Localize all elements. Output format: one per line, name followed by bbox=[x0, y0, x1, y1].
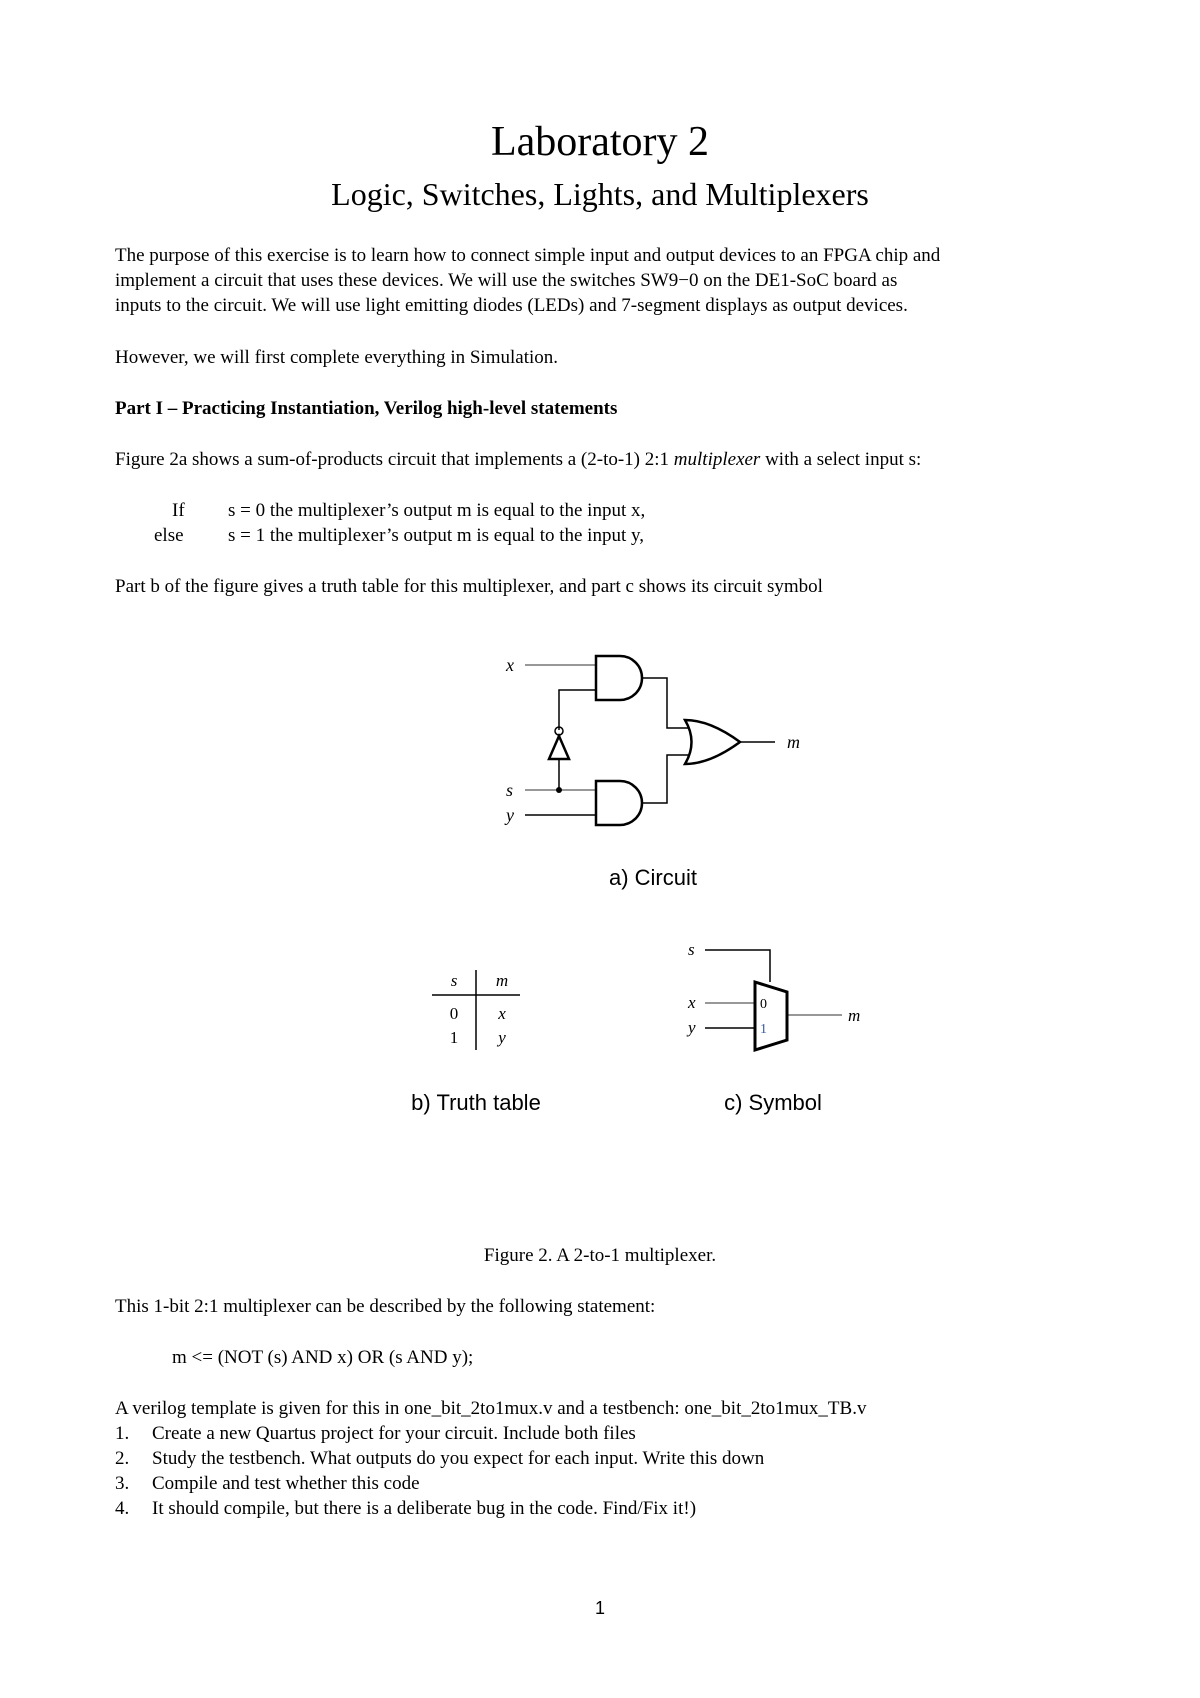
condition-keyword-else: else bbox=[154, 525, 184, 546]
template-text: A verilog template is given for this in one_bit_2to1mux.v and a testbench: one_bit_2to1mux_TB.v bbox=[115, 1398, 867, 1419]
statement: m <= (NOT (s) AND x) OR (s AND y); bbox=[172, 1347, 474, 1368]
step-2-number: 2. bbox=[115, 1448, 130, 1469]
and-gate-bottom bbox=[596, 781, 642, 825]
step-1-text: Create a new Quartus project for your circuit. Include both files bbox=[152, 1423, 636, 1444]
symbol-label-x: x bbox=[688, 993, 696, 1012]
page-subtitle: Logic, Switches, Lights, and Multiplexers bbox=[331, 176, 869, 212]
symbol-s-wire bbox=[705, 950, 770, 982]
circuit-label-s: s bbox=[506, 780, 514, 800]
and2-output-wire bbox=[642, 755, 688, 803]
truth-cell-r2-s: 1 bbox=[449, 1028, 459, 1047]
mux-symbol bbox=[705, 950, 842, 1050]
truth-table bbox=[432, 970, 520, 1050]
and-gate-top bbox=[596, 656, 642, 700]
step-3-text: Compile and test whether this code bbox=[152, 1473, 420, 1494]
or-gate bbox=[685, 720, 740, 764]
and1-output-wire bbox=[642, 678, 688, 728]
inverter-output-wire bbox=[559, 690, 596, 730]
figure-intro-emphasis: multiplexer bbox=[673, 449, 761, 470]
condition-text-else: s = 1 the multiplexer’s output m is equal to the input y, bbox=[228, 525, 645, 546]
step-1-number: 1. bbox=[115, 1423, 130, 1444]
circuit-label-x: x bbox=[506, 655, 514, 675]
symbol-label-y: y bbox=[688, 1018, 696, 1037]
statement-intro: This 1-bit 2:1 multiplexer can be described by the following statement: bbox=[115, 1296, 656, 1317]
intro-line-2: implement a circuit that uses these devices. We will use the switches SW9−0 on the DE1-SoC board as bbox=[115, 270, 898, 291]
symbol-label-s: s bbox=[688, 940, 695, 959]
inverter bbox=[549, 736, 569, 759]
part1-heading: Part I – Practicing Instantiation, Verilog high-level statements bbox=[115, 398, 618, 419]
condition-text-if: s = 0 the multiplexer’s output m is equal to the input x, bbox=[228, 500, 646, 521]
step-4-number: 4. bbox=[115, 1498, 130, 1519]
intro-line-1: The purpose of this exercise is to learn how to connect simple input and output devices to an FPGA chip and bbox=[115, 245, 941, 266]
circuit-labels bbox=[504, 655, 800, 825]
step-2-text: Study the testbench. What outputs do you expect for each input. Write this down bbox=[152, 1448, 765, 1469]
truth-cell-r1-m: x bbox=[498, 1004, 506, 1023]
step-4-text: It should compile, but there is a deliberate bug in the code. Find/Fix it!) bbox=[152, 1498, 697, 1519]
truth-header-s: s bbox=[450, 971, 458, 990]
symbol-label-m: m bbox=[848, 1006, 861, 1025]
step-3-number: 3. bbox=[115, 1473, 130, 1494]
symbol-input-0: 0 bbox=[760, 997, 767, 1012]
partb-text: Part b of the figure gives a truth table for this multiplexer, and part c shows its circuit symbol bbox=[115, 576, 823, 597]
simulation-note: However, we will first complete everything in Simulation. bbox=[115, 347, 559, 368]
page-title: Laboratory 2 bbox=[490, 119, 710, 165]
junction-dot bbox=[556, 787, 562, 793]
truth-header-m: m bbox=[495, 971, 509, 990]
figure-caption: Figure 2. A 2-to-1 multiplexer. bbox=[483, 1245, 717, 1266]
symbol-input-1: 1 bbox=[760, 1022, 767, 1037]
truth-caption: b) Truth table bbox=[411, 1090, 541, 1115]
circuit-label-y: y bbox=[506, 805, 514, 825]
page-number: 1 bbox=[594, 1598, 605, 1618]
truth-cell-r2-m: y bbox=[498, 1028, 506, 1047]
circuit-caption: a) Circuit bbox=[608, 865, 698, 890]
circuit-label-m: m bbox=[787, 732, 800, 752]
figure-intro-before: Figure 2a shows a sum-of-products circuit that implements a (2-to-1) 2:1 bbox=[115, 449, 674, 470]
symbol-caption: c) Symbol bbox=[724, 1090, 822, 1115]
condition-keyword-if: If bbox=[172, 500, 185, 521]
circuit-diagram bbox=[525, 656, 775, 825]
truth-cell-r1-s: 0 bbox=[449, 1004, 459, 1023]
intro-line-3: inputs to the circuit. We will use light emitting diodes (LEDs) and 7-segment displays as output devices. bbox=[115, 295, 908, 316]
symbol-body bbox=[755, 982, 787, 1050]
figure-intro-after: with a select input s: bbox=[760, 449, 922, 470]
